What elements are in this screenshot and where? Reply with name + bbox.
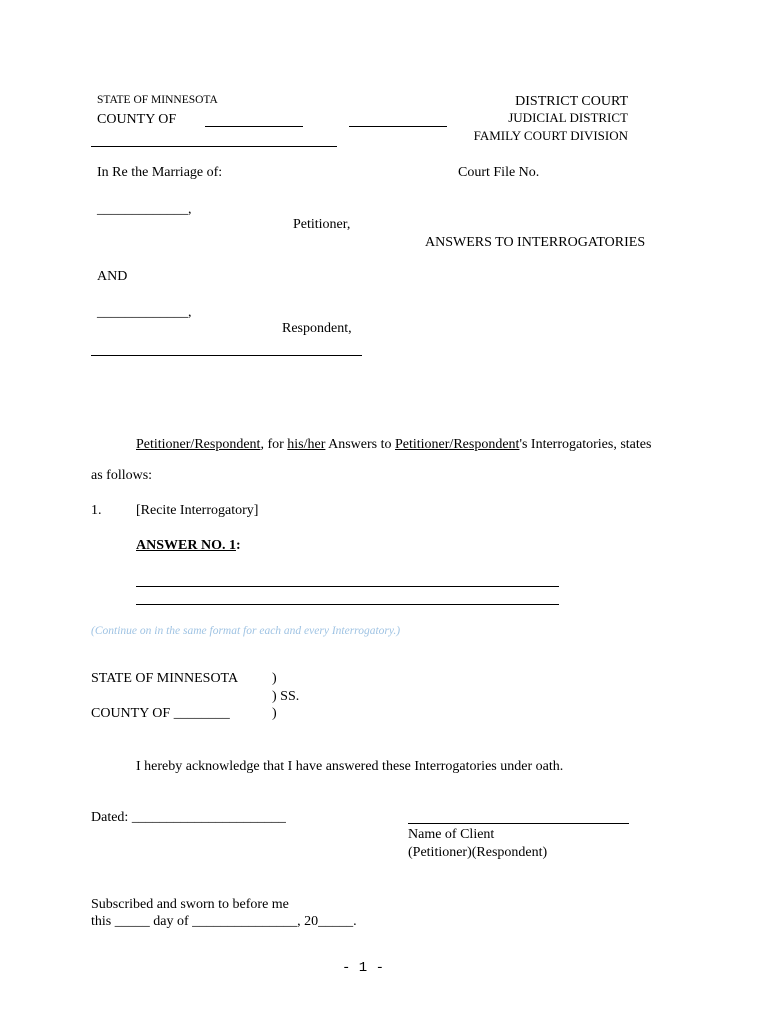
caption-rule-bottom [91,355,362,356]
district-blank-line [349,126,447,127]
county-blank-line [205,126,303,127]
respondent-name-blank: _____________, [97,305,192,320]
party-placeholder-1: Petitioner/Respondent [136,437,261,452]
court-name: DISTRICT COURT [515,94,628,109]
answer-line-2 [136,604,559,605]
intro-paragraph: Petitioner/Respondent, for his/her Answers to Petitioner/Respondent's Interrogatories, states [136,437,652,452]
court-division: FAMILY COURT DIVISION [473,128,628,143]
in-re-label: In Re the Marriage of: [97,165,223,180]
verify-paren-1: ) [272,671,277,686]
answer-line-1 [136,586,559,587]
this-day-text: this _____ day of _______________, 20_____. [91,914,357,929]
pronoun-placeholder: his/her [287,437,326,452]
caption-state: STATE OF MINNESOTA [97,94,218,106]
and-label: AND [97,269,128,284]
item-number: 1. [91,503,102,518]
client-party-label: (Petitioner)(Respondent) [408,845,548,860]
interrogatory-text: [Recite Interrogatory] [136,503,259,518]
respondent-label: Respondent, [282,321,352,336]
page-number: - 1 - [341,960,384,976]
signature-line [408,823,629,824]
document-title: ANSWERS TO INTERROGATORIES [425,235,646,250]
party-placeholder-2: Petitioner/Respondent [395,437,520,452]
continue-note: (Continue on in the same format for each and every Interrogatory.) [91,625,401,637]
answer-heading: ANSWER NO. 1: [136,538,241,553]
subscribed-text: Subscribed and sworn to before me [91,897,289,912]
verify-county: COUNTY OF ________ [91,706,230,721]
judicial-district: JUDICIAL DISTRICT [508,110,628,125]
client-name-label: Name of Client [408,827,495,842]
verify-state: STATE OF MINNESOTA [91,671,239,686]
as-follows: as follows: [91,468,153,483]
dated-line: Dated: ______________________ [91,810,286,825]
petitioner-name-blank: _____________, [97,202,192,217]
court-file-label: Court File No. [458,165,540,180]
petitioner-label: Petitioner, [293,217,351,232]
caption-county-label: COUNTY OF [97,112,177,127]
acknowledgement: I hereby acknowledge that I have answered these Interrogatories under oath. [136,759,564,774]
caption-rule-top [91,146,337,147]
verify-paren-2: ) [272,706,277,721]
verify-ss: ) SS. [272,689,300,704]
